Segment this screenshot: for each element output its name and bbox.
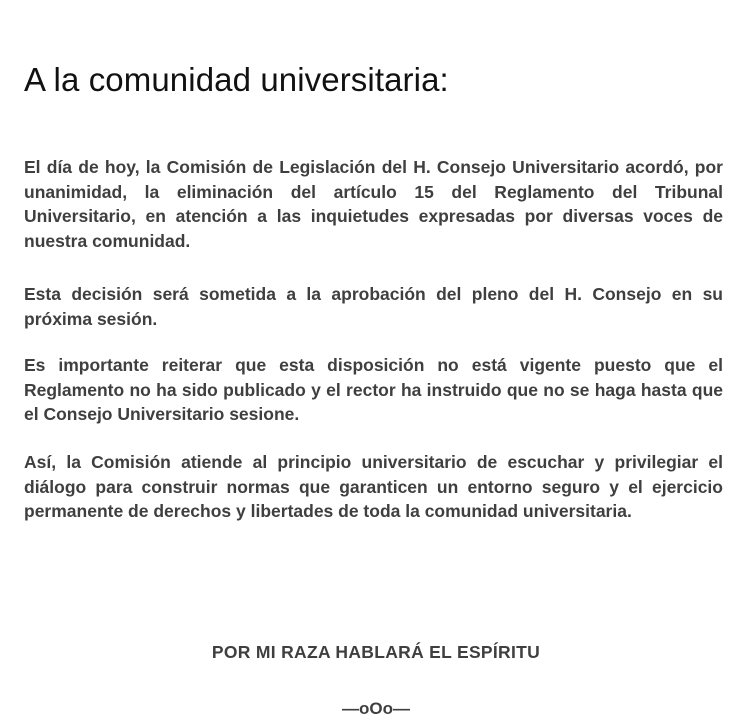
end-mark: —oOo— — [342, 699, 410, 718]
paragraph-decision: El día de hoy, la Comisión de Legislación del H. Consejo Universitario acordó, por unanimidad, la eliminación del artículo 15 del Reglamento del Tribunal Universitario, en atención a las inquietudes expresadas por diversas voces de nuestra comunidad. — [24, 157, 723, 251]
paragraph-plenary: Esta decisión será sometida a la aprobación del pleno del H. Consejo en su próxima sesión. — [24, 284, 723, 329]
paragraph-dialogue: Así, la Comisión atiende al principio universitario de escuchar y privilegiar el diálogo para construir normas que garanticen un entorno seguro y el ejercicio permanente de derechos y libertades de toda la comunidad universitaria. — [24, 452, 723, 521]
university-motto: POR MI RAZA HABLARÁ EL ESPÍRITU — [211, 642, 541, 662]
paragraph-not-in-force: Es importante reiterar que esta disposición no está vigente puesto que el Reglamento no ha sido publicado y el rector ha instruido que no se haga hasta que el Consejo Universitario sesione. — [24, 355, 723, 424]
statement-title: A la comunidad universitaria: — [24, 61, 449, 98]
